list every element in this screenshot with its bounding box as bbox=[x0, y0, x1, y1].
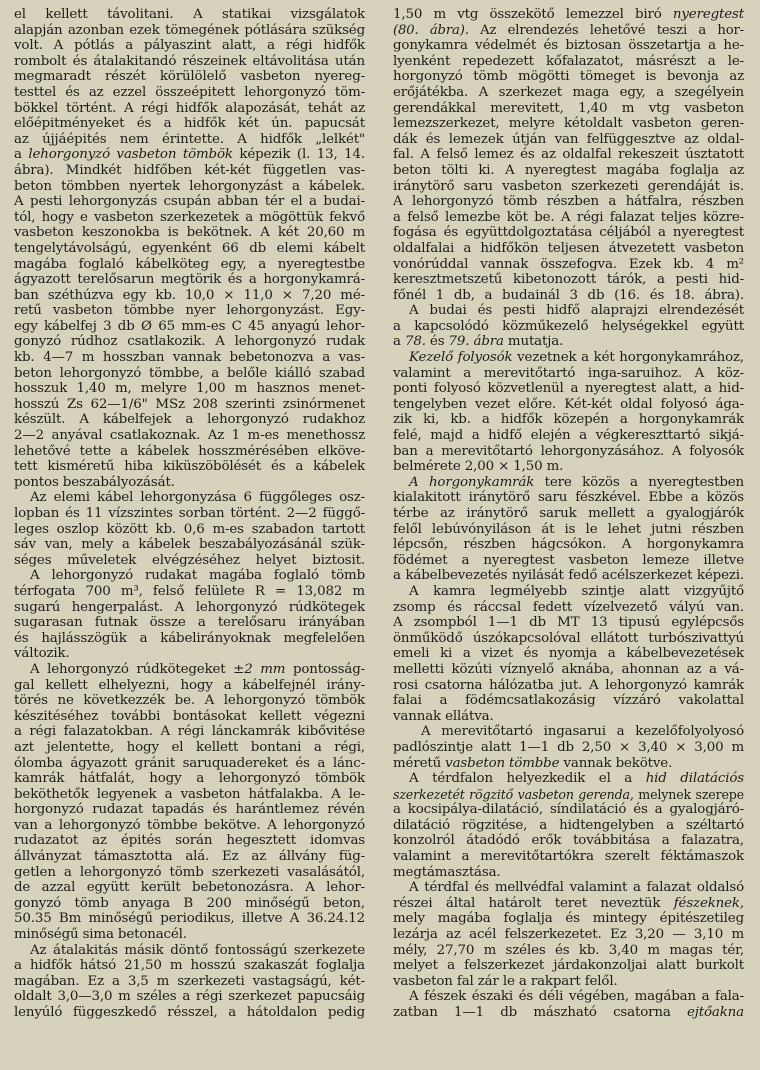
text-line bbox=[14, 678, 365, 694]
line-text: melynek szerepe bbox=[633, 786, 744, 802]
line-text: gonykamra védelmét és biztosan összetartja a he- bbox=[393, 38, 744, 54]
text-line bbox=[393, 678, 744, 694]
text-line bbox=[14, 693, 365, 709]
text-line bbox=[393, 865, 744, 881]
text-line bbox=[393, 490, 744, 506]
line-text: Az elrendezés lehetővé teszi a hor- bbox=[468, 22, 744, 38]
line-text: A budai és pesti hidfő alaprajzi elrendezését bbox=[409, 303, 744, 319]
line-text: belmérete 2,00 × 1,50 m. bbox=[393, 459, 564, 475]
text-line bbox=[393, 194, 744, 210]
line-text: melyet a felszerkezet járdakonzoljai alatt burkolt bbox=[393, 958, 744, 974]
line-text: hosszuk 1,40 m, melyre 1,00 m hasznos menet- bbox=[14, 381, 365, 397]
line-text: felől lebúvónyiláson át is le lehet jutni részben bbox=[393, 521, 744, 537]
line-text: hosszú Zs 62—1/6" MSz 208 szerinti zsinórmenet bbox=[14, 396, 365, 412]
text-line bbox=[393, 787, 744, 803]
line-text: tengelytávolságú, egyenként 66 db elemi kábelt bbox=[14, 240, 365, 256]
line-text: födémet a nyeregtest vasbeton lemeze illetve bbox=[393, 552, 744, 568]
text-line bbox=[14, 771, 365, 787]
text-line bbox=[393, 147, 744, 163]
text-line bbox=[393, 241, 744, 257]
text-line bbox=[393, 428, 744, 444]
line-text: lenyúló függeszkedő résszel, a hátoldalon pedig bbox=[14, 1005, 365, 1020]
text-line bbox=[14, 833, 365, 849]
line-text: beköthetők legyenek a vasbeton hátfalakba. A le- bbox=[14, 786, 365, 802]
text-line bbox=[393, 506, 744, 522]
line-text: beton lehorgonyzó tömbbe, a belőle kiálló szabad bbox=[14, 365, 365, 381]
line-text: 50.35 Bm minőségű periodikus, illetve A 36.24.12 bbox=[14, 911, 365, 927]
text-line bbox=[393, 802, 744, 818]
line-text: de azzal együtt került bebetonozásra. A lehor- bbox=[14, 880, 365, 896]
line-text: A térdfal és mellvédfal valamint a falazat oldalsó bbox=[409, 880, 744, 896]
line-text: A merevitőtartó ingasarui a kezelőfolyolyosó bbox=[421, 724, 744, 740]
text-line bbox=[393, 740, 744, 756]
line-text: fogása és együttdolgoztatása céljából a nyeregtest bbox=[393, 225, 744, 241]
text-line bbox=[14, 428, 365, 444]
text-line bbox=[14, 584, 365, 600]
text-line bbox=[393, 833, 744, 849]
text-line bbox=[393, 771, 744, 787]
line-text: A fészek északi és déli végében, magában a fala- bbox=[409, 989, 744, 1005]
line-text: a kocsipálya-dilatáció, síndilatáció és a gyalogjáró- bbox=[393, 802, 744, 818]
text-line bbox=[393, 225, 744, 241]
line-text: mely magába foglalja és mintegy épitészetileg bbox=[393, 911, 744, 927]
line-text: séges műveletek elvégzéséhez helyet biztosit. bbox=[14, 552, 365, 568]
text-line bbox=[393, 475, 744, 491]
text-line bbox=[14, 646, 365, 662]
text-line bbox=[14, 615, 365, 631]
line-text: A lehorgonyzó rudakat magába foglaló tömb bbox=[30, 568, 365, 584]
emphasis-text: hid dilatációs bbox=[645, 771, 744, 787]
line-text: méretű bbox=[393, 755, 446, 771]
text-line bbox=[14, 802, 365, 818]
line-text: mély, 27,70 m széles és kb. 3,40 m magas tér, bbox=[393, 942, 744, 958]
text-line bbox=[393, 459, 744, 475]
text-line bbox=[14, 631, 365, 647]
text-line bbox=[393, 272, 744, 288]
text-line bbox=[393, 257, 744, 273]
text-line bbox=[14, 849, 365, 865]
line-text: bökkel történt. A régi hidfők alapozását, tehát az bbox=[14, 100, 365, 116]
text-line bbox=[393, 584, 744, 600]
emphasis-text: fészeknek, bbox=[673, 895, 744, 911]
text-line bbox=[393, 319, 744, 335]
text-line bbox=[393, 381, 744, 397]
line-text: beton tömbben nyertek lehorgonyzást a kábelek. bbox=[14, 178, 365, 194]
line-text: egy kábelfej 3 db Ø 65 mm-es C 45 anyagú lehor- bbox=[14, 318, 365, 334]
line-text: a bbox=[393, 334, 405, 350]
text-line bbox=[14, 444, 365, 460]
text-line bbox=[14, 506, 365, 522]
line-text: pontosság- bbox=[285, 661, 365, 677]
text-line bbox=[14, 709, 365, 725]
line-text: térfogata 700 m³, felső felülete R = 13,082 m bbox=[14, 583, 365, 599]
line-text: horgonyzó tömb mögötti tömeget is bevonja az bbox=[393, 69, 744, 85]
line-text: térbe az iránytörő saruk mellett a gyalogjárók bbox=[393, 506, 744, 521]
line-text: Az elemi kábel lehorgonyzása 6 függőleges osz- bbox=[30, 490, 365, 506]
line-text: valamint a merevitőtartókra szerelt féktámaszok bbox=[393, 849, 744, 865]
line-text: getlen a lehorgonyzó tömb szerkezeti vasalásától, bbox=[14, 864, 365, 880]
text-line bbox=[14, 38, 365, 54]
line-text: volt. A pótlás a pályaszint alatt, a régi hidfők bbox=[14, 38, 365, 54]
text-line bbox=[14, 54, 365, 70]
text-line bbox=[393, 334, 744, 350]
text-line bbox=[14, 553, 365, 569]
text-line bbox=[14, 787, 365, 803]
line-text: gerendákkal merevitett, 1,40 m vtg vasbeton bbox=[393, 100, 744, 116]
line-text: A lehorgonyzó rúdkötegeket bbox=[30, 661, 234, 677]
text-line bbox=[393, 116, 744, 132]
text-line bbox=[14, 225, 365, 241]
text-line bbox=[393, 38, 744, 54]
emphasis-text: szerkezetét rögzitő vasbeton gerenda, bbox=[393, 786, 634, 802]
line-text: el kellett távolitani. A statikai vizsgálatok bbox=[14, 7, 365, 22]
text-line bbox=[14, 179, 365, 195]
text-line bbox=[14, 257, 365, 273]
line-text: ban széthúzva egy kb. 10,0 × 11,0 × 7,20 mé- bbox=[14, 287, 365, 303]
line-text: a felső lemezbe köt be. A régi falazat teljes közre- bbox=[393, 209, 744, 225]
text-line bbox=[393, 366, 744, 382]
text-line bbox=[14, 475, 365, 491]
emphasis-text: ejtőakna bbox=[686, 1005, 744, 1020]
emphasis-text: 79. ábra bbox=[448, 334, 504, 350]
line-text: főnél 1 db, a budainál 3 db (16. és 18. ábra). bbox=[393, 287, 744, 303]
text-line bbox=[14, 911, 365, 927]
line-text: van a lehorgonyzó tömbbe bekötve. A lehorgonyzó bbox=[14, 817, 365, 833]
line-text: testtel és az ezzel összeépitett lehorgonyzó töm- bbox=[14, 84, 365, 100]
line-text: a hidfők hátsó 21,50 m hosszú szakaszát foglalja bbox=[14, 958, 365, 974]
line-text: vasbeton keszonokba is bekötnek. A két 20,60 m bbox=[14, 225, 365, 241]
line-text: tól, hogy e vasbeton szerkezetek a mögöttük fekvő bbox=[14, 209, 365, 225]
text-line bbox=[393, 756, 744, 772]
text-line bbox=[14, 880, 365, 896]
text-line bbox=[393, 23, 744, 39]
line-text: gonyzó tömb anyaga B 200 minőségű beton, bbox=[14, 895, 365, 911]
line-text: a régi falazatokban. A régi lánckamrák kibővitése bbox=[14, 724, 365, 740]
text-line bbox=[14, 350, 365, 366]
line-text: melletti közúti víznyelő aknába, ahonnan az a vá- bbox=[393, 661, 744, 677]
text-line bbox=[14, 865, 365, 881]
line-text: fal. A felső lemez és az oldalfal rekeszeit úsztatott bbox=[393, 147, 744, 163]
line-text: az újjáépités nem érintette. A hidfők „lelkét" bbox=[14, 131, 365, 147]
text-line bbox=[393, 7, 744, 23]
text-line bbox=[14, 194, 365, 210]
text-line bbox=[14, 943, 365, 959]
text-line bbox=[393, 350, 744, 366]
text-line bbox=[14, 366, 365, 382]
line-text: készitéséhez további bontásokat kellett végezni bbox=[14, 708, 365, 724]
text-line bbox=[14, 101, 365, 117]
line-text: dák és lemezek útján van felfüggesztve az oldal- bbox=[393, 131, 744, 147]
text-line bbox=[14, 974, 365, 990]
line-text: A zsompból 1—1 db MT 13 tipusú egylépcsős bbox=[393, 615, 744, 631]
text-line bbox=[393, 553, 744, 569]
line-text: A térdfalon helyezkedik el a bbox=[409, 771, 646, 787]
text-line bbox=[14, 412, 365, 428]
text-line bbox=[14, 1005, 365, 1021]
line-text: képezik (l. 13, 14. bbox=[232, 147, 365, 163]
text-line bbox=[14, 147, 365, 163]
line-text: azt jelentette, hogy el kellett bontani a régi, bbox=[14, 739, 365, 755]
line-text: padlószintje alatt 1—1 db 2,50 × 3,40 × 3,00 m bbox=[393, 739, 744, 755]
line-text: ágyazott terelősarun megtörik és a horgonykamrá- bbox=[14, 272, 365, 288]
line-text: megmaradt részét körülölelő vasbeton nyereg- bbox=[14, 69, 365, 85]
text-line bbox=[14, 116, 365, 132]
emphasis-text: vasbeton tömbbe bbox=[445, 755, 560, 771]
text-line bbox=[393, 537, 744, 553]
text-line bbox=[393, 818, 744, 834]
text-line bbox=[14, 490, 365, 506]
line-text: horgonyzó rudazat tapadás és harántlemez révén bbox=[14, 802, 365, 818]
text-line bbox=[14, 740, 365, 756]
line-text: előépitményeket és a hidfők két ún. papucsát bbox=[14, 116, 365, 132]
text-line bbox=[14, 724, 365, 740]
line-text: 2—2 anyával csatlakoznak. Az 1 m-es menethossz bbox=[14, 428, 365, 444]
text-line bbox=[393, 412, 744, 428]
text-line bbox=[393, 943, 744, 959]
line-text: és bbox=[425, 334, 449, 350]
text-line bbox=[14, 210, 365, 226]
line-text: falai a födémcsatlakozásig vízzáró vakolattal bbox=[393, 693, 744, 709]
emphasis-text: ±2 mm bbox=[233, 661, 286, 677]
text-line bbox=[393, 880, 744, 896]
line-text: törés ne következzék be. A lehorgonyzó tömbök bbox=[14, 693, 365, 709]
line-text: ponti folyosó közvetlenül a nyeregtest alatt, a hid- bbox=[393, 381, 744, 397]
line-text: a kapcsolódó közműkezelő helységekkel együtt bbox=[393, 318, 744, 334]
emphasis-text: nyeregtest bbox=[672, 7, 744, 22]
line-text: készült. A kábelfejek a lehorgonyzó rudakhoz bbox=[14, 412, 365, 428]
text-line bbox=[14, 85, 365, 101]
line-text: gonyzó rúdhoz csatlakozik. A lehorgonyzó rudak bbox=[14, 334, 365, 350]
text-line bbox=[14, 381, 365, 397]
line-text: oldalt 3,0—3,0 m széles a régi szerkezet papucsáig bbox=[14, 989, 365, 1005]
text-line bbox=[393, 397, 744, 413]
text-line bbox=[393, 896, 744, 912]
line-text: tere közös a nyeregtestben bbox=[534, 474, 744, 490]
line-text: rudazatot az épités során hegesztett idomvas bbox=[14, 833, 365, 849]
line-text: oldalfalai a hidfőkön teljesen átvezetett vasbeton bbox=[393, 240, 744, 256]
text-line bbox=[393, 522, 744, 538]
line-text: felé, majd a hidfő elején a végkereszttartó sikjá- bbox=[393, 428, 744, 444]
emphasis-text: Kezelő folyosók bbox=[409, 350, 513, 366]
text-line bbox=[14, 537, 365, 553]
line-text: erőjátékba. A szerkezet maga egy, a szegélyein bbox=[393, 84, 744, 100]
text-line bbox=[393, 693, 744, 709]
line-text: leges oszlop között kb. 0,6 m-es szabadon tartott bbox=[14, 521, 365, 537]
line-text: valamint a merevitőtartó inga-saruihoz. A köz- bbox=[393, 365, 744, 381]
line-text: A pesti lehorgonyzás csupán abban tér el a budai- bbox=[14, 194, 365, 210]
line-text: rombolt és átalakitandó részeinek eltávolitása után bbox=[14, 53, 365, 69]
line-text: és hajlásszögük a kábelirányoknak megfelelően bbox=[14, 630, 365, 646]
line-text: minőségű sima betonacél. bbox=[14, 927, 187, 943]
line-text: lemezszerkezet, melyre kétoldalt vasbeton geren- bbox=[393, 116, 744, 132]
line-text: tett kisméretű hiba kiküszöbölését és a kábelek bbox=[14, 459, 365, 475]
line-text: pontos beszabályozását. bbox=[14, 474, 175, 490]
text-line bbox=[14, 958, 365, 974]
line-text: A lehorgonyzó tömb részben a hátfalra, részben bbox=[393, 194, 744, 210]
line-text: sugarasan futnak össze a terelősaru irányában bbox=[14, 615, 365, 631]
text-line bbox=[393, 568, 744, 584]
line-text: retű vasbeton tömbbe nyer lehorgonyzást. Egy- bbox=[14, 303, 365, 319]
text-line bbox=[14, 522, 365, 538]
line-text: keresztmetszetű kibetonozott tárók, a pesti hid- bbox=[393, 272, 744, 288]
text-line bbox=[393, 646, 744, 662]
text-line bbox=[14, 132, 365, 148]
text-line bbox=[14, 600, 365, 616]
text-line bbox=[393, 615, 744, 631]
line-text: mutatja. bbox=[503, 334, 564, 350]
text-line bbox=[14, 927, 365, 943]
text-line bbox=[14, 163, 365, 179]
line-text: kialakitott iránytörő saru fészkével. Ebbe a közös bbox=[393, 490, 744, 506]
text-line bbox=[393, 444, 744, 460]
line-text: tengelyben vezet előre. Két-két oldal folyosó ága- bbox=[393, 396, 744, 412]
text-line bbox=[393, 85, 744, 101]
text-line bbox=[14, 272, 365, 288]
emphasis-text: (80. ábra). bbox=[393, 22, 469, 38]
text-line bbox=[393, 927, 744, 943]
line-text: vannak bekötve. bbox=[559, 755, 673, 771]
text-line bbox=[14, 23, 365, 39]
line-text: vonórúddal vannak összefogva. Ezek kb. 4 m² bbox=[393, 256, 744, 272]
line-text: részei által határolt teret neveztük bbox=[393, 895, 674, 911]
text-line bbox=[14, 896, 365, 912]
text-line bbox=[14, 568, 365, 584]
line-text: A kamra legmélyebb szintje alatt vizgyűjtő bbox=[409, 583, 744, 599]
emphasis-text: 78. bbox=[404, 334, 426, 350]
text-line bbox=[393, 288, 744, 304]
line-text: lezárja az acél felszerkezetet. Ez 3,20 — 3,10 m bbox=[393, 927, 744, 943]
text-line bbox=[393, 849, 744, 865]
text-line bbox=[393, 911, 744, 927]
text-line bbox=[393, 132, 744, 148]
line-text: zatban 1—1 db mászható csatorna bbox=[393, 1005, 687, 1020]
line-text: lyenként repedezett kőfalazatot, másrészt a le- bbox=[393, 53, 744, 69]
text-line bbox=[14, 288, 365, 304]
line-text: iránytörő saru vasbeton szerkezeti gerendáját is. bbox=[393, 178, 744, 194]
line-text: 1,50 m vtg összekötő lemezzel biró bbox=[393, 7, 673, 22]
line-text: vasbeton fal zár le a rakpart felől. bbox=[393, 973, 618, 989]
text-line bbox=[14, 69, 365, 85]
text-line bbox=[393, 724, 744, 740]
text-line bbox=[14, 334, 365, 350]
text-line bbox=[393, 631, 744, 647]
text-line bbox=[14, 7, 365, 23]
line-text: dilatáció rögzitése, a hidtengelyben a széltartó bbox=[393, 817, 744, 833]
emphasis-text: lehorgonyzó vasbeton tömbök bbox=[28, 147, 233, 163]
text-line bbox=[14, 319, 365, 335]
text-line bbox=[14, 241, 365, 257]
text-line bbox=[393, 709, 744, 725]
text-line bbox=[393, 1005, 744, 1021]
text-line bbox=[393, 662, 744, 678]
line-text: megtámasztása. bbox=[393, 864, 501, 880]
line-text: ólomba ágyazott gránit saruquadereket és a lánc- bbox=[14, 755, 365, 771]
line-text: Az átalakitás másik döntő fontosságú szerkezete bbox=[30, 942, 365, 958]
line-text: rosi csatorna hálózatba jut. A lehorgonyzó kamrák bbox=[393, 677, 744, 693]
text-line bbox=[393, 600, 744, 616]
text-line bbox=[393, 989, 744, 1005]
text-line bbox=[393, 69, 744, 85]
line-text: változik. bbox=[14, 646, 70, 662]
line-text: gal kellett elhelyezni, hogy a kábelfejnél irány- bbox=[14, 677, 365, 693]
text-line bbox=[393, 54, 744, 70]
text-line bbox=[393, 303, 744, 319]
text-line bbox=[14, 662, 365, 678]
right-column bbox=[393, 7, 744, 1021]
text-line bbox=[393, 974, 744, 990]
text-line bbox=[393, 101, 744, 117]
line-text: zik ki, kb. a hidfők közepén a horgonykamrák bbox=[393, 412, 744, 428]
text-line bbox=[14, 459, 365, 475]
line-text: magában. Ez a 3,5 m szerkezeti vastagságú, két- bbox=[14, 973, 365, 989]
line-text: lopban és 11 vízszintes sorban történt. 2—2 függő- bbox=[14, 506, 365, 521]
line-text: ban a merevitőtartó lehorgonyzásához. A folyosók bbox=[393, 443, 744, 459]
line-text: lépcsőn, részben hágcsókon. A horgonykamra bbox=[393, 537, 744, 553]
text-line bbox=[393, 179, 744, 195]
line-text: emeli ki a vizet és nyomja a kábelbevezetések bbox=[393, 646, 744, 662]
text-line bbox=[14, 818, 365, 834]
line-text: kamrák hátfalát, hogy a lehorgonyzó tömbök bbox=[14, 771, 365, 787]
line-text: lehetővé tette a kábelek hosszmérésében elköve- bbox=[14, 443, 365, 459]
line-text: a kábelbevezetés nyilását fedő acélszerkezet képezi. bbox=[393, 568, 744, 584]
line-text: magába foglaló kábelköteg egy, a nyeregtestbe bbox=[14, 256, 365, 272]
text-line bbox=[393, 163, 744, 179]
text-line bbox=[14, 989, 365, 1005]
line-text: sáv van, mely a kábelek beszabályozásánál szük- bbox=[14, 537, 365, 553]
line-text: sugarú hengerpalást. A lehorgonyzó rúdkötegek bbox=[14, 599, 365, 615]
line-text: állványzat támasztotta alá. Ez az állvány füg- bbox=[14, 849, 365, 865]
line-text: a bbox=[14, 147, 29, 163]
line-text: alapján azonban ezek tömegének pótlására szükség bbox=[14, 22, 365, 38]
line-text: beton tölti ki. A nyeregtest magába foglalja az bbox=[393, 162, 744, 178]
line-text: önműködő úszókapcsolóval ellátott turbószivattyú bbox=[393, 630, 744, 646]
text-line bbox=[14, 756, 365, 772]
line-text: konzolról átadódó erők továbbitása a falazatra, bbox=[393, 833, 744, 849]
line-text: zsomp és ráccsal fedett vízelvezető vályú van. bbox=[393, 599, 744, 615]
line-text: vezetnek a két horgonykamrához, bbox=[512, 350, 744, 366]
left-column bbox=[14, 7, 365, 1021]
text-line bbox=[14, 397, 365, 413]
line-text: kb. 4—7 m hosszban vannak bebetonozva a vas- bbox=[14, 350, 365, 366]
emphasis-text: A horgonykamrák bbox=[409, 474, 535, 490]
line-text: vannak ellátva. bbox=[393, 708, 494, 724]
line-text: ábra). Mindkét hidfőben két-két független vas- bbox=[14, 162, 365, 178]
text-line bbox=[393, 210, 744, 226]
text-line bbox=[393, 958, 744, 974]
text-line bbox=[14, 303, 365, 319]
